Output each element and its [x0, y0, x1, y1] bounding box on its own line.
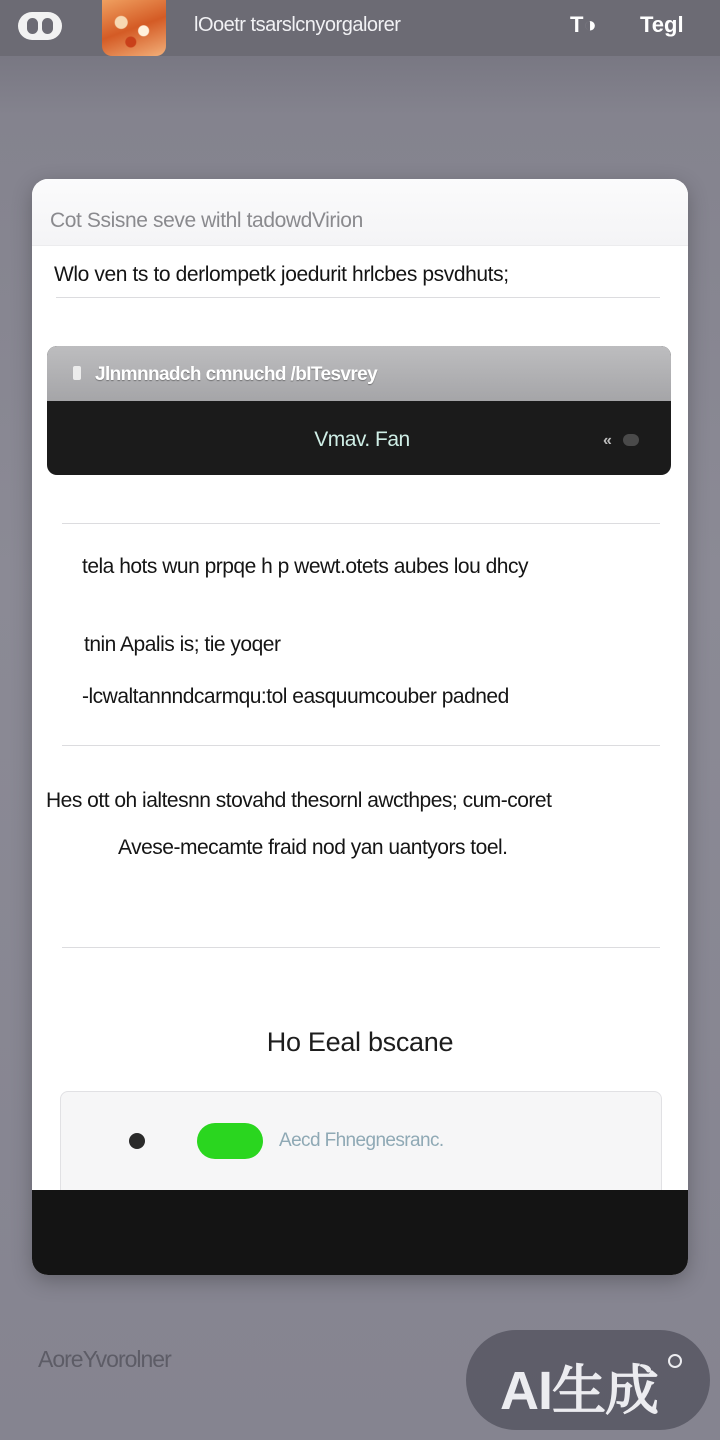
media-player[interactable] [47, 346, 671, 475]
player-toggle-icon[interactable] [623, 434, 639, 446]
radio-button[interactable] [129, 1133, 145, 1149]
dialog-header [32, 179, 688, 246]
section-heading: Ho Eeal bscane [266, 1027, 454, 1057]
toggle-pill-icon[interactable] [18, 12, 62, 40]
dialog-footer [32, 1190, 688, 1275]
player-control[interactable] [603, 430, 641, 450]
app-thumbnail[interactable] [102, 0, 166, 56]
toggle-card[interactable] [60, 1091, 662, 1203]
player-label[interactable]: Vmav. Fan [314, 428, 410, 451]
watermark-badge [466, 1330, 710, 1430]
circle-icon [668, 1354, 682, 1368]
bottom-caption[interactable]: AoreYvorolner [38, 1346, 171, 1372]
divider [62, 947, 660, 948]
body-line: Hes ott oh ialtesnn stovahd thesornl awcthpes; cum-coret [46, 789, 552, 812]
dialog-title: Cot Ssisne seve withl tadowdVirion [50, 209, 363, 232]
rewind-icon[interactable]: « [603, 432, 612, 449]
divider [62, 745, 660, 746]
toggle-switch[interactable] [197, 1123, 263, 1159]
player-header-text: Jlnmnnadch cmnuchd /bITesvrey [95, 364, 378, 385]
dialog-subtitle: Wlo ven ts to derlompetk joedurit hrlcbes psvdhuts; [54, 263, 509, 286]
toggle-label: Aecd Fhnegnesranc. [279, 1130, 444, 1151]
body-line: tela hots wun prpqe h p wewt.otets aubes lou dhcy [82, 555, 528, 578]
divider [56, 297, 660, 298]
player-header [47, 346, 671, 401]
app-title: lOoetr tsarslcnyorgalorer [194, 14, 401, 36]
bookmark-icon [73, 366, 81, 380]
body-line: -lcwaltannndcarmqu:tol easquumcouber padned [82, 685, 509, 708]
divider [62, 523, 660, 524]
dialog [32, 179, 688, 1275]
body-line: tnin Apalis is; tie yoqer [84, 633, 281, 656]
body-line: Avese-mecamte fraid nod yan uantyors toel. [118, 836, 508, 859]
watermark-text: AI生成 [500, 1361, 658, 1421]
status-bar [0, 0, 720, 56]
status-item-2[interactable]: Tegl [640, 12, 684, 37]
status-item-1[interactable]: T◑ [570, 12, 597, 37]
